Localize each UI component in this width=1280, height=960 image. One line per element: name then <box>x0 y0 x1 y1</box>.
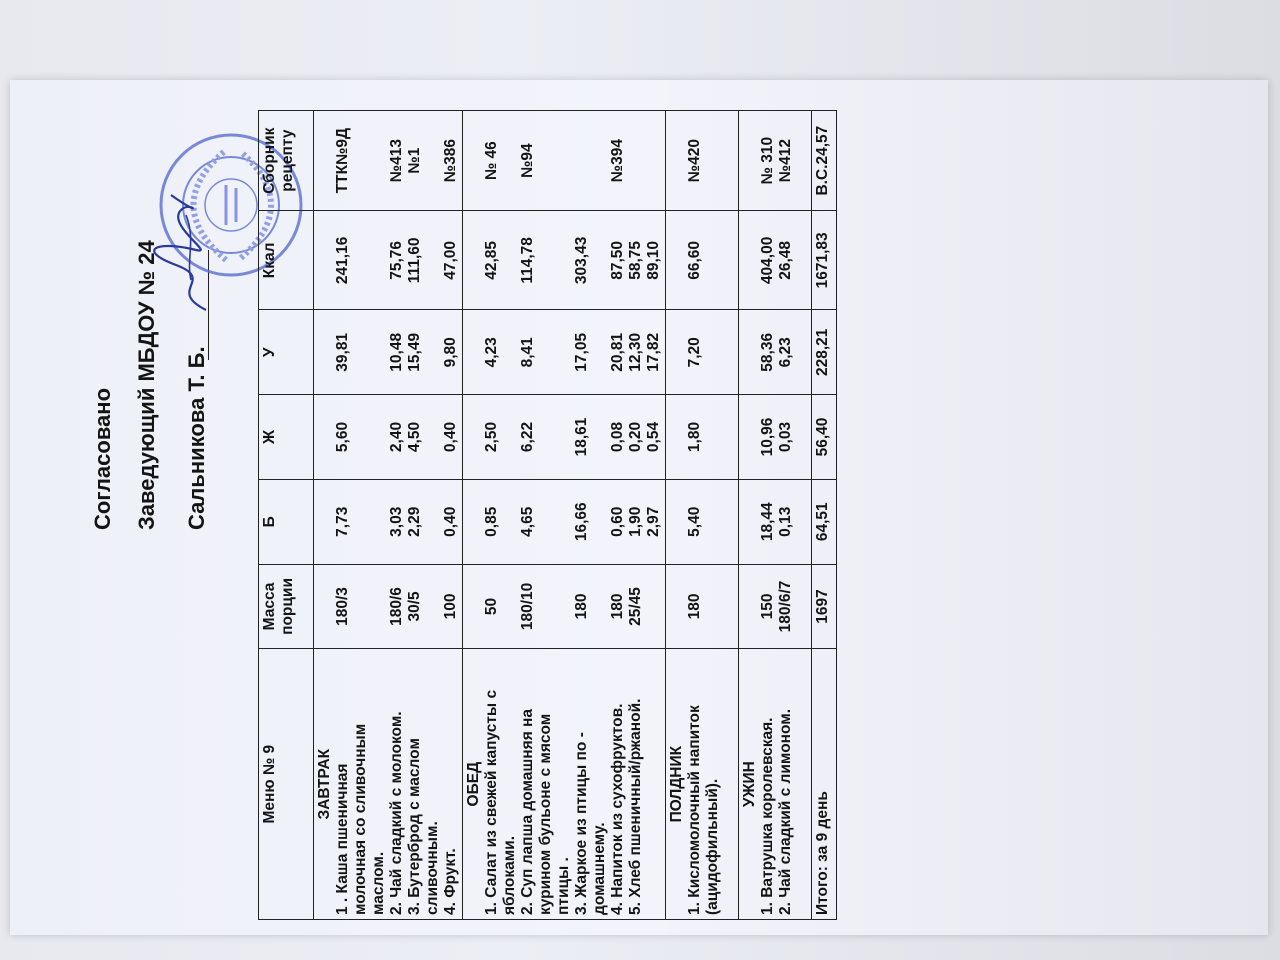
snack-mass: 180 <box>666 564 739 649</box>
total-label: Итого: за 9 день <box>812 649 837 920</box>
handwritten-signature <box>146 190 226 320</box>
snack-protein: 5,40 <box>666 479 739 564</box>
menu-document <box>86 90 1266 920</box>
total-mass: 1697 <box>812 564 837 649</box>
lunch-protein: 0,85 4,65 16,66 0,60 1,90 2,97 <box>463 479 666 564</box>
approval-header <box>86 90 256 920</box>
col-kcal: Ккал <box>259 211 314 310</box>
dinner-source: № 310 №412 <box>739 111 812 211</box>
lunch-carbs: 4,23 8,41 17,05 20,81 12,30 17,82 <box>463 310 666 395</box>
lunch-kcal: 42,85 114,78 303,43 87,50 58,75 89,10 <box>463 211 666 310</box>
col-menu: Меню № 9 <box>259 649 314 920</box>
section-title: ПОЛДНИК <box>668 745 685 823</box>
dinner-fat: 10,96 0,03 <box>739 395 812 480</box>
breakfast-protein: 7,73 3,03 2,29 0,40 <box>314 479 463 564</box>
snack-fat: 1,80 <box>666 395 739 480</box>
section-lunch <box>463 111 666 920</box>
section-title: ОБЕД <box>465 761 482 807</box>
breakfast-carbs: 39,81 10,48 15,49 9,80 <box>314 310 463 395</box>
section-snack <box>666 111 739 920</box>
dinner-carbs: 58,36 6,23 <box>739 310 812 395</box>
lunch-fat: 2,50 6,22 18,61 0,08 0,20 0,54 <box>463 395 666 480</box>
snack-kcal: 66,60 <box>666 211 739 310</box>
col-recipe-source: Сборник рецепту <box>259 111 314 211</box>
approved-label: Согласовано <box>90 387 115 530</box>
total-carbs: 228,21 <box>812 310 837 395</box>
col-carbs: У <box>259 310 314 395</box>
snack-carbs: 7,20 <box>666 310 739 395</box>
breakfast-mass: 180/3 180/6 30/5 100 <box>314 564 463 649</box>
section-title: УЖИН <box>741 761 758 808</box>
total-source: В.С.24,57 <box>812 111 837 211</box>
col-mass: Масса порции <box>259 564 314 649</box>
total-row <box>812 111 837 920</box>
head-name: Сальникова Т. Б. <box>184 346 209 530</box>
dinner-items: УЖИН 1. Ватрушка королевская. 2. Чай сладкий с лимоном. <box>739 649 812 920</box>
breakfast-source: ТТК№9Д №413 №1 №386 <box>314 111 463 211</box>
section-breakfast <box>314 111 463 920</box>
table-header-row <box>259 111 314 920</box>
head-title: Заведующий МБДОУ № 24 <box>134 240 159 530</box>
breakfast-kcal: 241,16 75,76 111,60 47,00 <box>314 211 463 310</box>
section-dinner <box>739 111 812 920</box>
dinner-kcal: 404,00 26,48 <box>739 211 812 310</box>
breakfast-fat: 5,60 2,40 4,50 0,40 <box>314 395 463 480</box>
total-kcal: 1671,83 <box>812 211 837 310</box>
breakfast-items: ЗАВТРАК 1 . Каша пшеничная молочная со сливочным маслом. 2. Чай сладкий с молоком. 3. Бутерброд с маслом сливочным. 4. Фрукт. <box>314 649 463 920</box>
lunch-items: ОБЕД 1. Салат из свежей капусты с яблоками. 2. Суп лапша домашняя на курином бульоне с мясом птицы . 3. Жаркое из птицы по - домашнему. 4. Напиток из сухофруктов. 5. Хлеб пшеничный/ржаной. <box>463 649 666 920</box>
dinner-protein: 18,44 0,13 <box>739 479 812 564</box>
lunch-source: № 46 №94 №394 <box>463 111 666 211</box>
lunch-mass: 50 180/10 180 180 25/45 <box>463 564 666 649</box>
dinner-mass: 150 180/6/7 <box>739 564 812 649</box>
total-fat: 56,40 <box>812 395 837 480</box>
snack-source: №420 <box>666 111 739 211</box>
section-title: ЗАВТРАК <box>316 748 333 820</box>
col-fat: Ж <box>259 395 314 480</box>
total-protein: 64,51 <box>812 479 837 564</box>
snack-items: ПОЛДНИК 1. Кисломолочный напиток (ацидофильный). <box>666 649 739 920</box>
col-protein: Б <box>259 479 314 564</box>
nutrition-table <box>258 110 837 920</box>
